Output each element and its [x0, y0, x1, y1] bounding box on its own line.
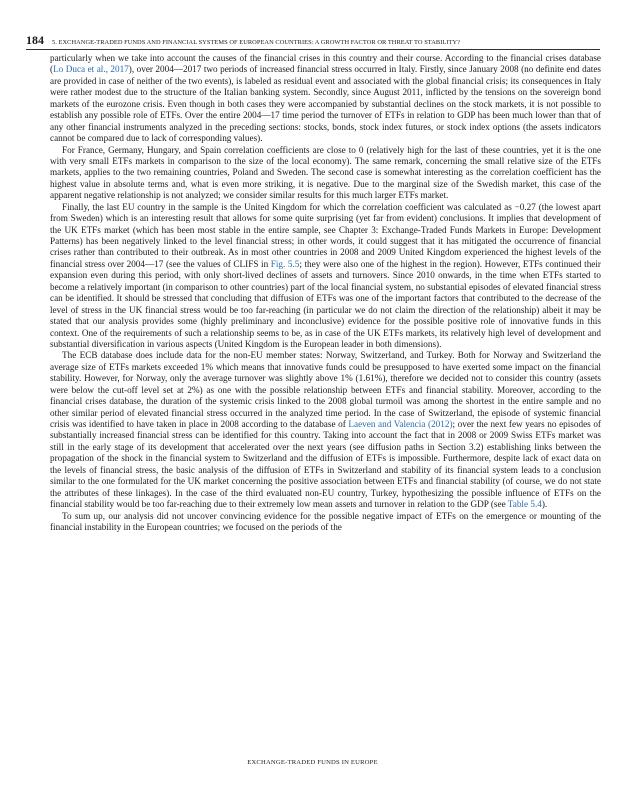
- text-run: ; they were also one of the highest in the region). However, ETFs continued their expansion even during this period, with only short-lived declines of assets and turnovers. Since 2010 onwards, in the time when ETFs started to become a relatively important (in comparison to other countries) part of the local financial system, no substantial episodes of elevated financial stress can be identified. It should be stressed that concluding that diffusion of ETFs was one of the important factors that contributed to the decrease of the level of stress in the UK financial stress would be too far-reaching (in particular we do not claim the direction of the relationship) albeit it may be stated that our analysis provides some (highly preliminary and inconclusive) evidence for the possible positive role of innovative funds in this context. One of the requirements of such a relationship seems to be, as in case of the UK ETFs markets, its relatively high level of development and substantial diversification in various aspects (United Kingdom is the European leader in both dimensions).: [50, 258, 601, 349]
- text-run: To sum up, our analysis did not uncover convincing evidence for the possible negative impact of ETFs on the emergence or mounting of the financial instability in the European countries; we focused on the periods of the: [50, 510, 601, 532]
- paragraph-2: [50, 145, 601, 202]
- paragraph-1: [50, 53, 601, 145]
- citation-link[interactable]: Fig. 5.5: [270, 258, 300, 269]
- text-run: ; over the next few years no episodes of substantially increased financial stress can be identified for this country. Taking into account the fact that in 2008 or 2009 Swiss ETFs market was still in the early stage of its development that accelerated over the next years (see diffusion paths in Section 3.2) establishing links between the propagation of the shock in the financial system to Switzerland and the diffusion of ETFs is impossible. Furthermore, despite lack of exact data on the levels of financial stress, the basic analysis of the diffusion of ETFs in Switzerland and stability of its financial system leads to a conclusion similar to the one formulated for the UK market concerning the positive association between ETFs and financial stability (of course, we do not state the attributes of these linkages). In the case of the third evaluated non-EU country, Turkey, hypothesizing the possible influence of ETFs on the financial stability would be too far-reaching due to their extremely low mean assets and turnover in relation to the GDP (see: [50, 419, 601, 510]
- text-run: Finally, the last EU country in the sample is the United Kingdom for which the correlation coefficient was calculated as −0.27 (the lowest apart from Sweden) which is an interesting result that allows for some quite surprising (yet far from evident) conclusions. It implies that development of the UK ETFs market (which has been most stable in the entire sample, see Chapter 3: Exchange-Traded Funds Markets in Europe: Development Patterns) has been negatively linked to the level financial stress; in other words, it could suggest that it has mitigated the occurrence of financial crises rather than contributed to their outbreak. As in most other countries in 2008 and 2009 United Kingdom experienced the highest levels of the financial stress over 2004—17 (see the values of CLIFS in: [50, 201, 601, 269]
- citation-link[interactable]: Table 5.4: [507, 499, 542, 510]
- paragraph-5: [50, 511, 601, 534]
- text-run: The ECB database does include data for the non-EU member states: Norway, Switzerland, and Turkey. Both for Norway and Switzerland the average size of ETFs markets exceeded 1% which means that innovative funds could be presupposed to have exerted some impact on the financial stability. However, for Norway, only the average turnover was slightly above 1% (1.61%), therefore we decided not to consider this country (assets were below the cut-off level set at 2%) as one with the possible relationship between ETFs and financial stability. Moreover, according to the financial crises database, the duration of the systemic crisis linked to the 2008 global turmoil was among the shortest in the entire sample and no other similar period of elevated financial stress occurred in the analyzed time period. In the case of Switzerland, the episode of systemic financial crisis was identified to have taken in place in 2008 according to the database of: [50, 350, 601, 429]
- citation-link[interactable]: Laeven and Valencia (2012): [348, 419, 453, 429]
- header-rule: [26, 49, 600, 50]
- text-run: ), over 2004—2017 two periods of increased financial stress occurred in Italy. Firstly, since January 2008 (no definite end dates are provided in case of neither of the two events), is labeled as residual event and associated with the global financial crisis; its consequences in Italy were rather modest due to the structure of the Italian banking system. Secondly, since August 2011, inflicted by the tensions on the sovereign bond markets of the eurozone crisis. Even though in both cases they were accompanied by substantial declines on the stock markets, it is not possible to establish any possible role of ETFs. Over the entire 2004—17 time period the turnover of ETFs in relation to GDP has been much lower than that of any other financial instruments analyzed in the preceding sections: stocks, bonds, stock index futures, or stock index options (the assets indicators cannot be compared due to lack of corresponding values).: [50, 64, 601, 144]
- paragraph-3: [50, 202, 601, 351]
- footer-book-title: EXCHANGE-TRADED FUNDS IN EUROPE: [247, 759, 378, 766]
- running-title: 5. EXCHANGE-TRADED FUNDS AND FINANCIAL SYSTEMS OF EUROPEAN COUNTRIES: A GROWTH FACTOR OR THREAT TO STABILITY?: [52, 39, 461, 46]
- body-text: [50, 53, 601, 533]
- text-run: For France, Germany, Hungary, and Spain correlation coefficients are close to 0 (relatively high for the last of these countries, yet it is the one with very small ETFs markets in comparison to the size of the local economy). The same remark, concerning the small relative size of the ETFs markets, applies to the two remaining countries, Poland and Sweden. The second case is somewhat interesting as the correlation coefficient has the highest value in absolute terms and, what is even more striking, it is negative. Due to the marginal size of the Swedish market, this case of the apparent negative relationship is not analyzed; we consider similar results for this much larger ETFs market.: [50, 144, 601, 201]
- page-number: 184: [26, 33, 44, 47]
- paragraph-4: [50, 350, 601, 510]
- running-header: [26, 33, 600, 47]
- text-run: particularly when we take into account the causes of the financial crises in this country and their course. According to the financial crises database (: [50, 53, 601, 75]
- citation-link[interactable]: Lo Duca et al., 2017: [53, 64, 129, 75]
- text-run: ).: [541, 499, 548, 510]
